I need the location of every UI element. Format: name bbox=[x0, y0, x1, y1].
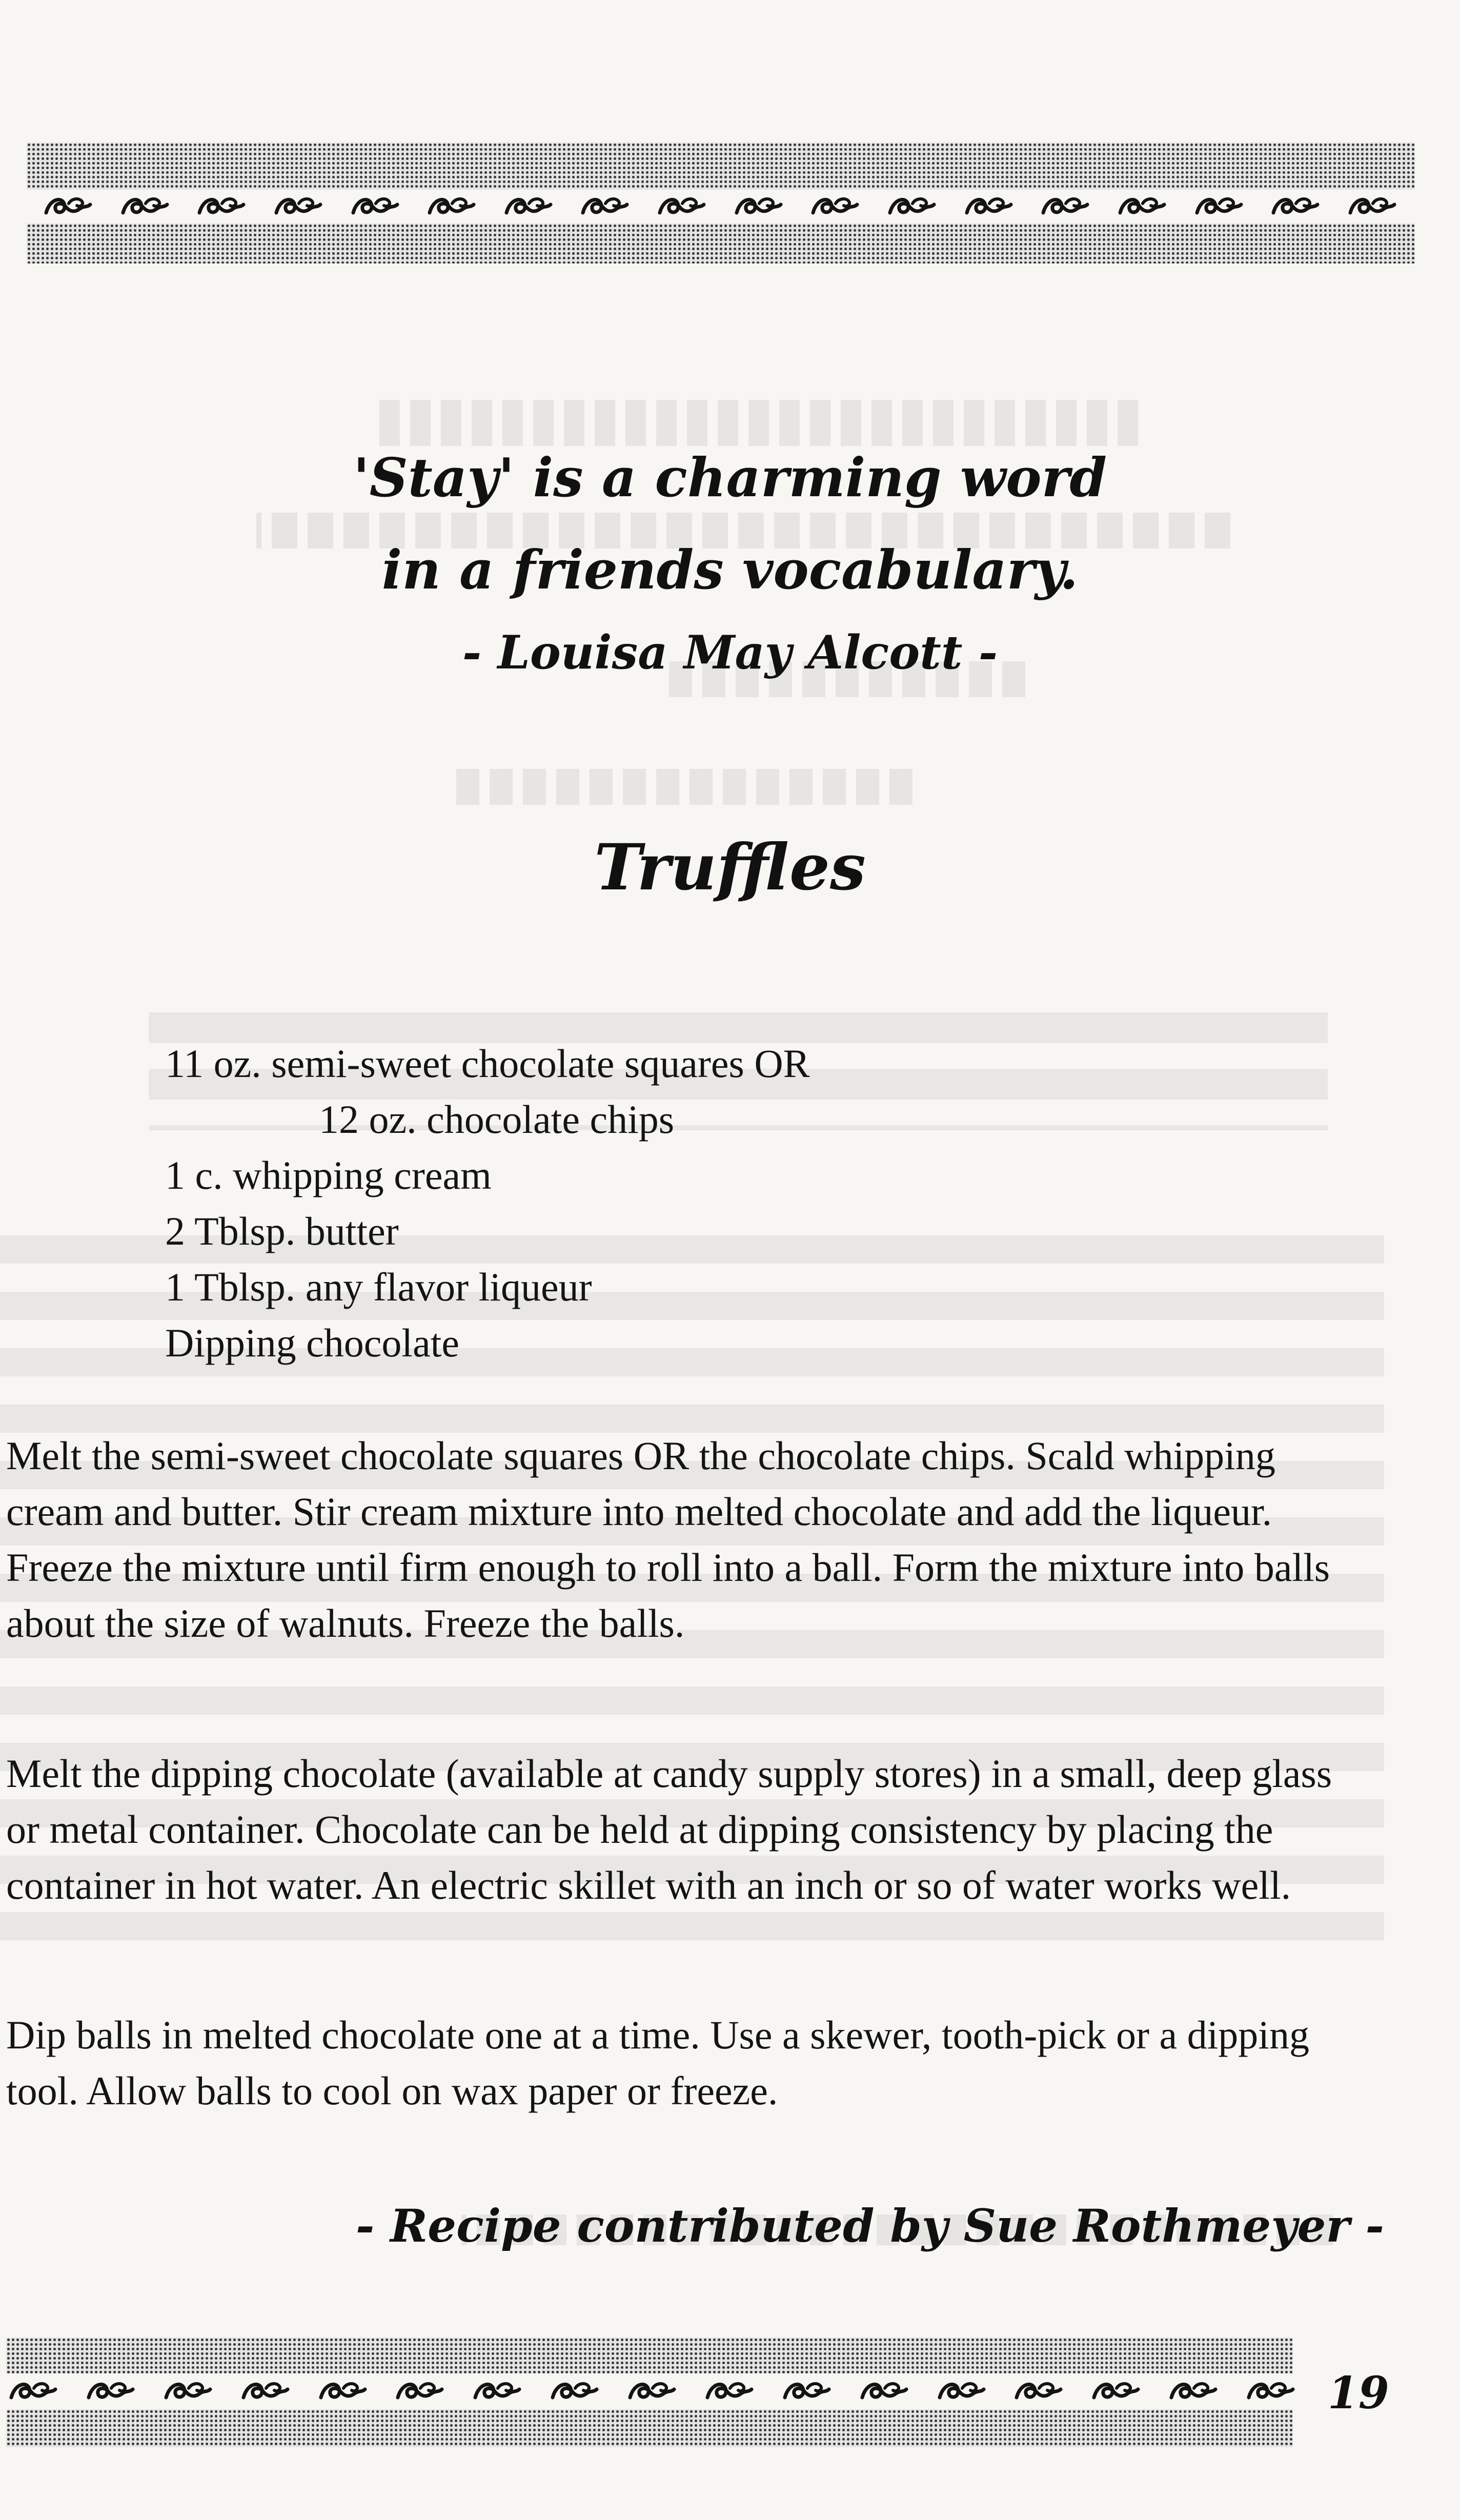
instruction-paragraph: Melt the semi-sweet chocolate squares OR the chocolate chips. Scald whipping cream and butter. Stir cream mixture into melted chocolate and add the liqueur. Freeze the mixture until firm enough to roll into a ball. Form the mixture into balls about the size of walnuts. Freeze the balls. bbox=[6, 1433, 1330, 1645]
swirl-ornament-icon bbox=[86, 2377, 135, 2406]
swirl-ornament-icon bbox=[1347, 192, 1396, 221]
swirl-ornament-icon bbox=[627, 2377, 676, 2406]
ingredient-item: 2 Tblsp. butter bbox=[165, 1209, 399, 1253]
swirl-ornament-icon bbox=[395, 2377, 444, 2406]
swirl-ornament-icon bbox=[1013, 2377, 1063, 2406]
recipe-credit: - Recipe contributed by Sue Rothmeyer - bbox=[355, 2199, 1384, 2252]
recipe-title: Truffles bbox=[594, 830, 866, 905]
instruction-paragraph: Melt the dipping chocolate (available at candy supply stores) in a small, deep glass or metal container. Chocolate can be held at dipping consistency by placing the container in hot water. An electric skillet with an inch or so of water works well. bbox=[6, 1751, 1332, 1907]
swirl-ornament-icon bbox=[503, 192, 553, 221]
top-band-upper bbox=[27, 143, 1415, 190]
swirl-ornament-icon bbox=[196, 192, 246, 221]
quote-line-2: in a friends vocabulary. bbox=[381, 538, 1079, 601]
swirl-ornament-icon bbox=[859, 2377, 908, 2406]
swirl-ornament-icon bbox=[1246, 2377, 1295, 2406]
bottom-ornament-row bbox=[8, 2375, 1295, 2407]
swirl-ornament-icon bbox=[810, 192, 859, 221]
swirl-ornament-icon bbox=[8, 2377, 57, 2406]
swirl-ornament-icon bbox=[1091, 2377, 1140, 2406]
swirl-ornament-icon bbox=[580, 192, 629, 221]
swirl-ornament-icon bbox=[1194, 192, 1243, 221]
swirl-ornament-icon bbox=[273, 192, 322, 221]
swirl-ornament-icon bbox=[350, 192, 399, 221]
swirl-ornament-icon bbox=[472, 2377, 521, 2406]
top-band-lower bbox=[27, 223, 1415, 263]
ingredient-list bbox=[165, 1035, 1293, 1371]
ingredient-item: Dipping chocolate bbox=[165, 1320, 459, 1365]
swirl-ornament-icon bbox=[887, 192, 936, 221]
swirl-ornament-icon bbox=[318, 2377, 367, 2406]
top-ornament-row bbox=[43, 191, 1396, 222]
swirl-ornament-icon bbox=[240, 2377, 290, 2406]
bottom-band-lower bbox=[6, 2409, 1293, 2447]
instruction-paragraph: Dip balls in melted chocolate one at a time. Use a skewer, tooth-pick or a dipping tool. Allow balls to cool on wax paper or freeze. bbox=[6, 2013, 1309, 2113]
ingredient-item: 11 oz. semi-sweet chocolate squares OR bbox=[165, 1041, 810, 1086]
swirl-ornament-icon bbox=[427, 192, 476, 221]
swirl-ornament-icon bbox=[1040, 192, 1089, 221]
swirl-ornament-icon bbox=[734, 192, 783, 221]
quote-line-1: 'Stay' is a charming word bbox=[353, 446, 1107, 509]
page-number: 19 bbox=[1328, 2367, 1389, 2419]
bleed-through-mark bbox=[369, 400, 1138, 446]
ingredient-item: 12 oz. chocolate chips bbox=[319, 1097, 675, 1142]
bottom-band-upper bbox=[6, 2338, 1293, 2373]
swirl-ornament-icon bbox=[43, 192, 92, 221]
ingredient-item: 1 Tblsp. any flavor liqueur bbox=[165, 1265, 592, 1309]
swirl-ornament-icon bbox=[1168, 2377, 1218, 2406]
swirl-ornament-icon bbox=[163, 2377, 212, 2406]
ingredient-item: 1 c. whipping cream bbox=[165, 1153, 492, 1197]
swirl-ornament-icon bbox=[782, 2377, 831, 2406]
quote-author: - Louisa May Alcott - bbox=[462, 625, 998, 680]
swirl-ornament-icon bbox=[550, 2377, 599, 2406]
bleed-through-mark bbox=[451, 769, 912, 805]
swirl-ornament-icon bbox=[657, 192, 706, 221]
swirl-ornament-icon bbox=[1117, 192, 1166, 221]
swirl-ornament-icon bbox=[1270, 192, 1320, 221]
swirl-ornament-icon bbox=[120, 192, 169, 221]
swirl-ornament-icon bbox=[704, 2377, 754, 2406]
swirl-ornament-icon bbox=[937, 2377, 986, 2406]
swirl-ornament-icon bbox=[964, 192, 1013, 221]
